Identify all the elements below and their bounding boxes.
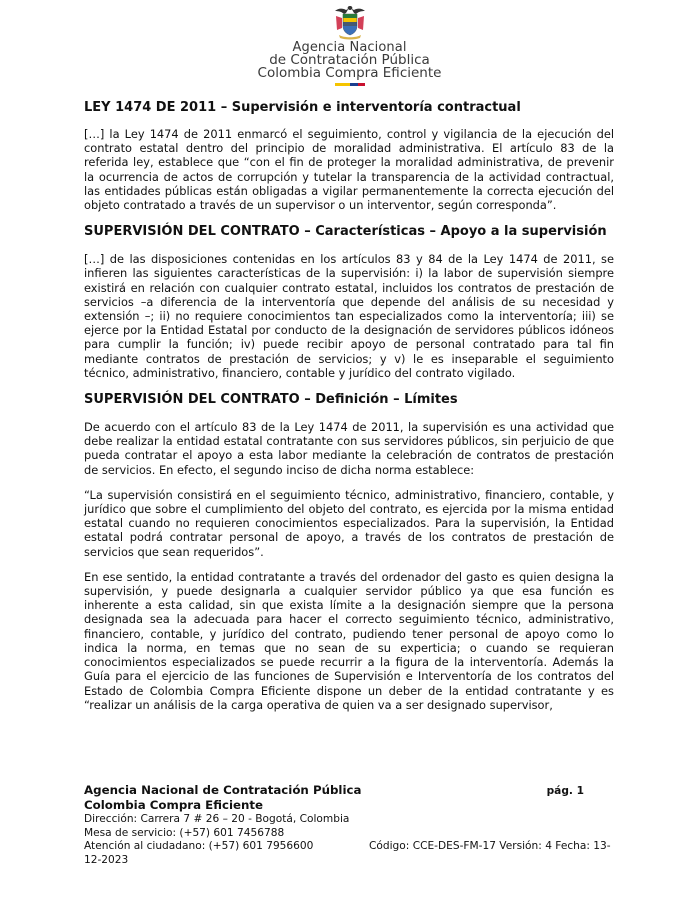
agency-line-3: Colombia Compra Eficiente: [257, 65, 442, 81]
agency-line-2: de Contratación Pública: [269, 52, 430, 68]
document-body: [84, 100, 614, 712]
section-heading-ley-1474: LEY 1474 DE 2011 – Supervisión e interventoría contractual: [84, 100, 521, 115]
footer-citizen-line: Atención al ciudadano: (+57) 601 7956600: [84, 840, 314, 853]
flag-stripe: [335, 83, 365, 86]
paragraph: […] la Ley 1474 de 2011 enmarcó el seguimiento, control y vigilancia de la ejecución del contrato estatal dentro del principio de moralidad administrativa. El artículo 83 de la referida ley, establece que “con el fin de proteger la moralidad administrativa, de prevenir la ocurrencia de actos de corrupción y tutelar la transparencia de la actividad contractual, las entidades públicas están obligadas a vigilar permanentemente la correcta ejecución del objeto contratado a través de un supervisor o un interventor, según corresponda”.: [84, 127, 614, 213]
paragraph: De acuerdo con el artículo 83 de la Ley 1474 de 2011, la supervisión es una actividad que debe realizar la entidad estatal contratante con sus servidores públicos, sin perjuicio de que pueda contratar el apoyo a esta labor mediante la celebración de contratos de prestación de servicios. En efecto, el segundo inciso de dicha norma establece:: [84, 420, 614, 477]
footer-agency-name: Agencia Nacional de Contratación Pública: [84, 783, 362, 797]
flag-red: [358, 83, 365, 86]
section-heading-caracteristicas: SUPERVISIÓN DEL CONTRATO – Características – Apoyo a la supervisión: [84, 224, 607, 240]
footer-service-desk: Mesa de servicio: (+57) 601 7456788: [84, 826, 285, 839]
footer-agency-subname: Colombia Compra Eficiente: [84, 798, 264, 812]
quote-paragraph: “La supervisión consistirá en el seguimiento técnico, administrativo, financiero, contable, y jurídico que sobre el cumplimiento del objeto del contrato, es ejercida por la misma entidad estatal cuando no requieren conocimientos especializados. Para la supervisión, la Entidad estatal podrá contratar personal de apoyo, a través de los contratos de prestación de servicios que sean requeridos”.: [84, 487, 614, 559]
page-header: [0, 4, 699, 86]
section-heading-definicion: SUPERVISIÓN DEL CONTRATO – Definición – Límites: [84, 392, 458, 408]
page-number: pág. 1: [546, 785, 584, 797]
agency-line-1: Agencia Nacional: [292, 40, 407, 55]
footer-document-date: 12-2023: [84, 853, 129, 866]
footer-address: Dirección: Carrera 7 # 26 – 20 - Bogotá, Colombia: [84, 813, 350, 825]
paragraph: En ese sentido, la entidad contratante a través del ordenador del gasto es quien designa la supervisión, y puede designarla a cualquier servidor público ya que esa función es inherente a esta calidad, sin que exista límite a la designación siempre que la persona designada sea la adecuada para hacer el correcto seguimiento técnico, administrativo, financiero, contable, y jurídico del contrato, pudiendo tener personal de apoyo como lo indica la norma, en temas que no sean de su experticia; o cuando se requieran conocimientos especializados se puede recurrir a la figura de la interventoría. Además la Guía para el ejercicio de las funciones de Supervisión e Interventoría de los contratos del Estado de Colombia Compra Eficiente dispone un deber de la entidad contratante y es “realizar un análisis de la carga operativa de quien va a ser designado supervisor,: [84, 569, 614, 712]
page-footer: [84, 783, 614, 867]
agency-logo-text: [0, 41, 699, 80]
flag-yellow: [335, 83, 350, 86]
flag-blue: [350, 83, 358, 86]
paragraph: […] de las disposiciones contenidas en los artículos 83 y 84 de la Ley 1474 de 2011, se infieren las siguientes características de la supervisión: i) la labor de supervisión siempre existirá en relación con cualquier contrato estatal, incluidos los contratos de prestación de servicios –a diferencia de la interventoría que depende del análisis de su necesidad y extensión –; ii) no requiere conocimientos tan especializados como la interventoría; iii) se ejerce por la Entidad Estatal por conducto de la designación de servidores públicos idóneos para cumplir la función; iv) puede recibir apoyo de personal contratado para tal fin mediante contratos de prestación de servicios; y v) le es inseparable el seguimiento técnico, administrativo, financiero, contable y jurídico del contrato vigilado.: [84, 252, 614, 380]
footer-document-code: Código: CCE-DES-FM-17 Versión: 4 Fecha: 13-: [369, 840, 611, 853]
colombia-coat-of-arms-icon: [333, 4, 367, 40]
